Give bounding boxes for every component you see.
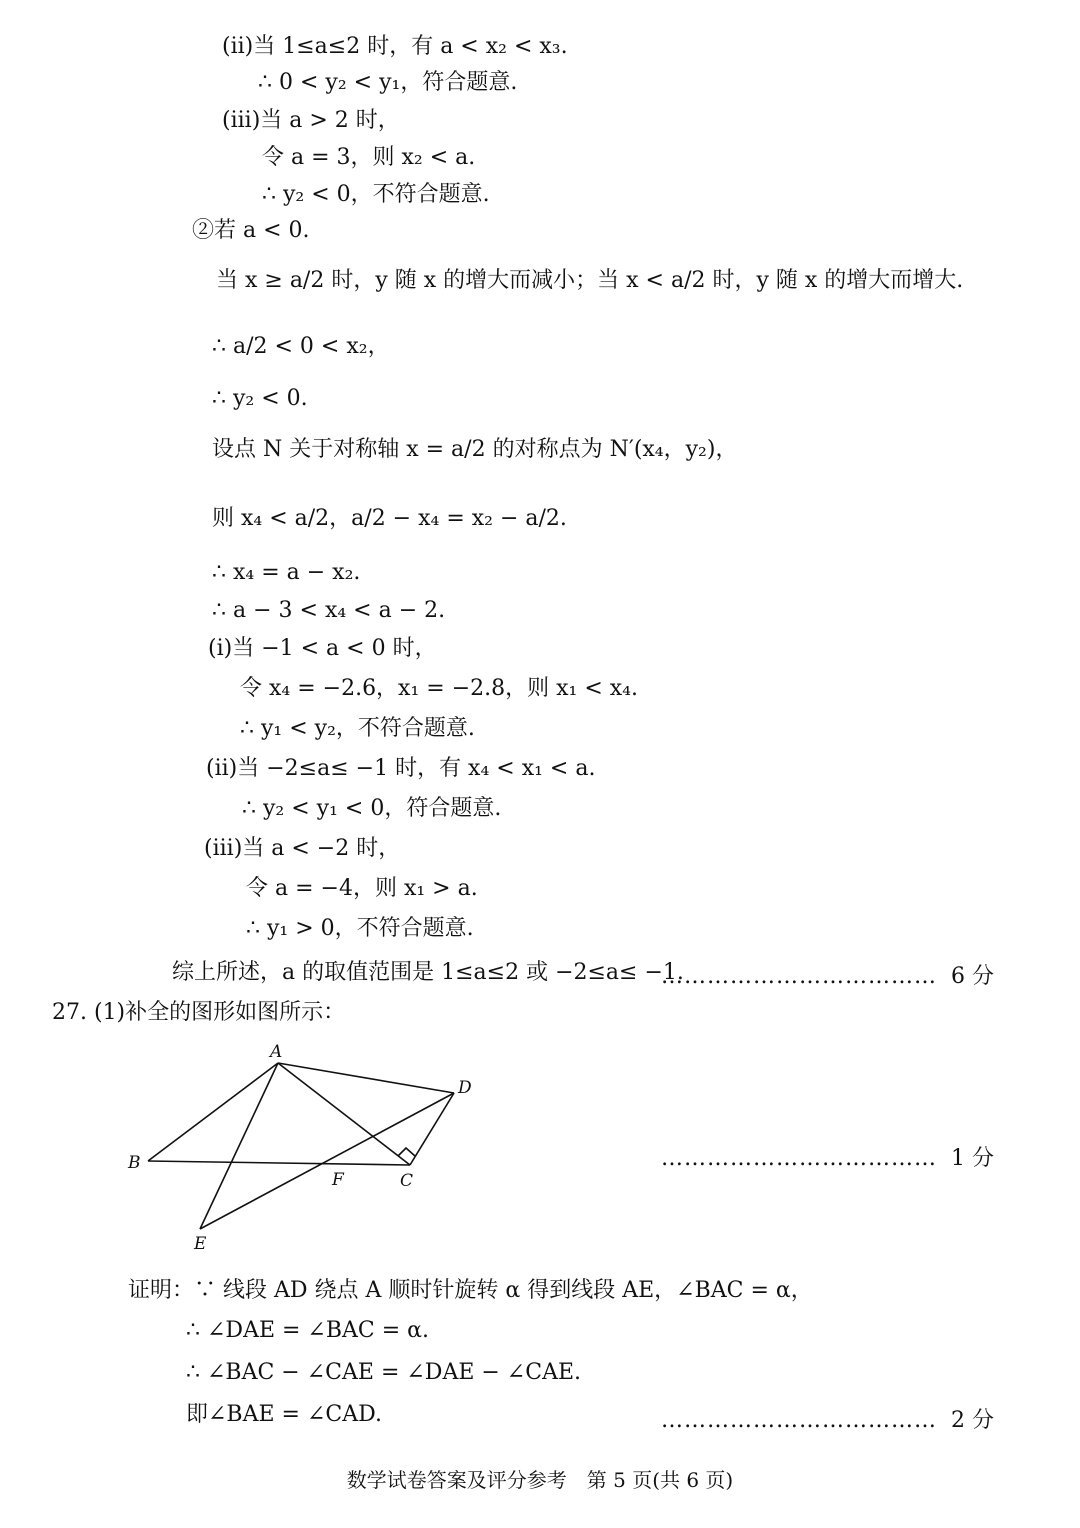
line-x4-equals: ∴ x₄ = a − x₂. (212, 560, 361, 585)
segment-ED (200, 1093, 454, 1229)
segment-BC (148, 1161, 410, 1165)
line-if-a-negative: ②若 a < 0. (192, 218, 310, 243)
line-case-i-neg: (i)当 −1 < a < 0 时， (208, 636, 437, 661)
line-conclusion-2: ∴ y₂ < 0，不符合题意. (262, 182, 490, 207)
line-proof-start: 证明：∵ 线段 AD 绕点 A 顺时针旋转 α 得到线段 AE，∠BAC = α， (128, 1278, 813, 1303)
leader-dots: ……………………………… (661, 964, 937, 989)
line-case-iii-pos: (iii)当 a > 2 时， (222, 108, 400, 133)
line-let-x4: 令 x₄ = −2.6，x₁ = −2.8，则 x₁ < x₄. (240, 676, 638, 701)
line-case-ii-pos: (ii)当 1≤a≤2 时，有 a < x₂ < x₃. (222, 34, 568, 59)
right-angle-mark (398, 1148, 415, 1156)
question-27-heading: 27. (1)补全的图形如图所示： (52, 1000, 346, 1025)
line-conclusion-1: ∴ 0 < y₂ < y₁，符合题意. (258, 70, 518, 95)
score-6 (661, 964, 994, 990)
line-proof-result: 即∠BAE = ∠CAD. (186, 1402, 382, 1427)
segment-DC (410, 1093, 454, 1165)
score-1 (661, 1146, 994, 1172)
label-E: E (194, 1234, 207, 1254)
label-A: A (270, 1042, 283, 1062)
geometry-figure (110, 1035, 490, 1255)
line-let-a-3: 令 a = 3，则 x₂ < a. (262, 145, 476, 170)
line-monotonicity: 当 x ≥ a/2 时，y 随 x 的增大而减小；当 x < a/2 时，y 随 x 的增大而增大. (216, 268, 964, 293)
line-proof-angle-1: ∴ ∠DAE = ∠BAC = α. (186, 1318, 430, 1343)
line-proof-angle-2: ∴ ∠BAC − ∠CAE = ∠DAE − ∠CAE. (186, 1360, 582, 1385)
line-x4-range: ∴ a − 3 < x₄ < a − 2. (212, 598, 446, 623)
line-conclusion-4: ∴ y₂ < y₁ < 0，符合题意. (242, 796, 502, 821)
line-case-iii-neg: (iii)当 a < −2 时， (204, 836, 401, 861)
score-label: 2 分 (951, 1408, 994, 1433)
score-label: 6 分 (951, 964, 994, 989)
line-y2-negative: ∴ y₂ < 0. (212, 386, 308, 411)
line-case-ii-neg: (ii)当 −2≤a≤ −1 时，有 x₄ < x₁ < a. (206, 756, 596, 781)
leader-dots: ……………………………… (661, 1146, 937, 1171)
line-let-a-neg4: 令 a = −4，则 x₁ > a. (246, 876, 478, 901)
segment-AC (278, 1063, 410, 1165)
line-summary: 综上所述，a 的取值范围是 1≤a≤2 或 −2≤a≤ −1. (172, 960, 684, 985)
label-C: C (400, 1171, 414, 1191)
segment-AE (200, 1063, 278, 1229)
score-label: 1 分 (951, 1146, 994, 1171)
line-conclusion-3: ∴ y₁ < y₂，不符合题意. (240, 716, 475, 741)
line-conclusion-5: ∴ y₁ > 0，不符合题意. (246, 916, 474, 941)
page-footer: 数学试卷答案及评分参考 第 5 页(共 6 页) (346, 1468, 734, 1492)
segment-AB (148, 1063, 278, 1161)
line-x4-relation: 则 x₄ < a/2，a/2 − x₄ = x₂ − a/2. (212, 506, 567, 531)
segment-AD (278, 1063, 454, 1093)
label-D: D (458, 1078, 472, 1098)
line-a-half-less-x2: ∴ a/2 < 0 < x₂， (212, 334, 390, 359)
line-symmetric-point: 设点 N 关于对称轴 x = a/2 的对称点为 N′(x₄，y₂)， (212, 437, 738, 462)
label-B: B (128, 1153, 141, 1173)
score-2 (661, 1408, 994, 1434)
label-F: F (332, 1170, 344, 1190)
leader-dots: ……………………………… (661, 1408, 937, 1433)
